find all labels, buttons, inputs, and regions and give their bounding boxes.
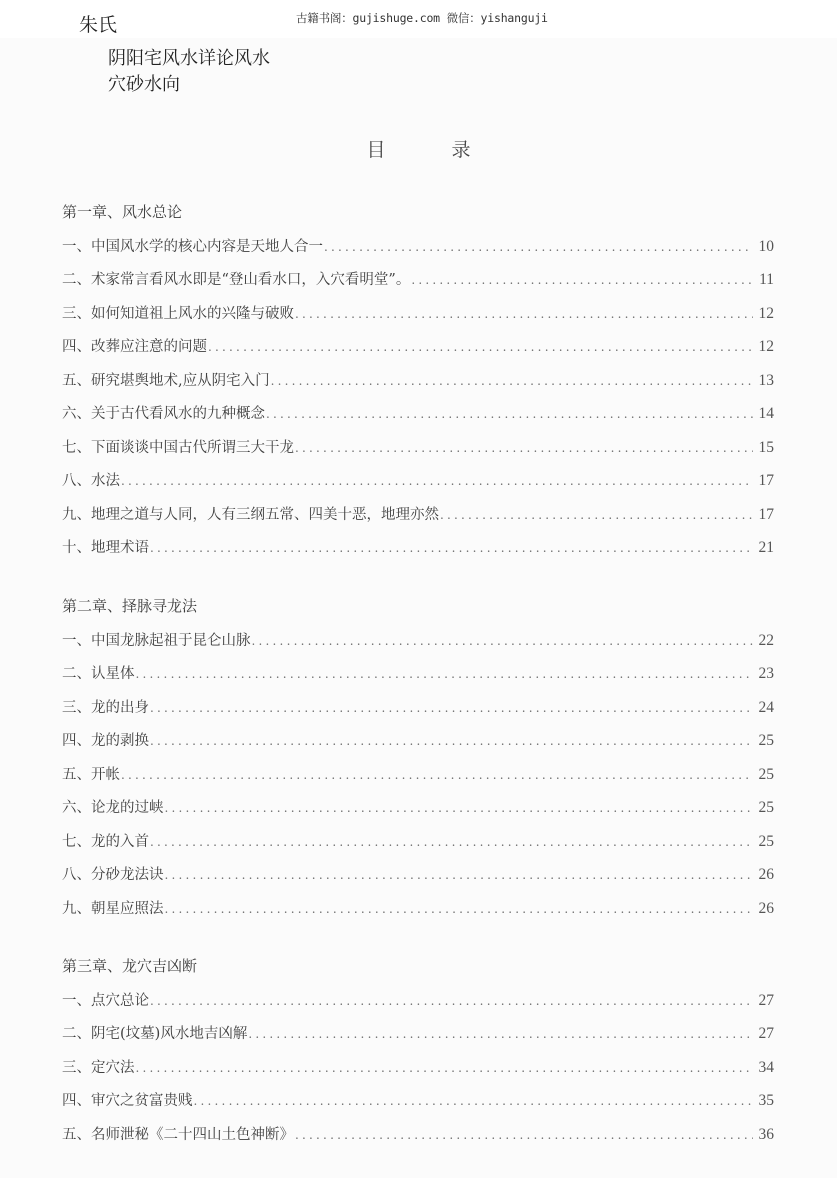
- entry-label: 七、龙的入首: [62, 833, 149, 850]
- page-number: 12: [758, 304, 774, 322]
- entry-label: 八、水法: [62, 473, 120, 489]
- page-number: 25: [758, 732, 774, 749]
- entry-label: 五、开帐: [62, 766, 120, 783]
- page-number: 36: [758, 1125, 774, 1143]
- entry-label: 一、中国风水学的核心内容是天地人合一: [62, 238, 323, 255]
- dot-leader: [121, 465, 753, 499]
- entry-label: 三、如何知道祖上风水的兴隆与破败: [62, 305, 294, 322]
- page-number: 21: [758, 539, 774, 556]
- dot-leader: [194, 1085, 754, 1119]
- entry-label: 一、点穴总论: [62, 992, 149, 1009]
- dot-leader: [121, 759, 753, 793]
- toc-entry[interactable]: [62, 1017, 774, 1051]
- watermark-text: 古籍书阁：gujishuge.com 微信：yishanguji: [296, 11, 548, 25]
- entry-label: 二、认星体: [62, 666, 135, 682]
- header-band: [0, 0, 837, 38]
- page-number: 11: [759, 271, 774, 288]
- page-number: 17: [758, 505, 774, 523]
- dot-leader: [150, 725, 753, 759]
- toc-entry[interactable]: [62, 498, 774, 532]
- dot-leader: [150, 532, 753, 566]
- chapter-heading: 第二章、择脉寻龙法: [62, 597, 198, 615]
- dot-leader: [295, 432, 753, 466]
- dot-leader: [150, 985, 753, 1019]
- dot-leader: [208, 331, 753, 365]
- page-number: 25: [758, 765, 774, 783]
- page-number: 34: [758, 1058, 774, 1076]
- page-number: 25: [758, 799, 774, 816]
- toc-entry[interactable]: [62, 431, 774, 465]
- entry-label: 九、朝星应照法: [62, 900, 164, 917]
- toc-title: 目录: [366, 139, 537, 161]
- entry-label: 五、研究堪舆地术,应从阴宅入门: [62, 372, 270, 389]
- page-number: 24: [758, 698, 774, 716]
- toc-entry[interactable]: [62, 791, 774, 825]
- toc-entry[interactable]: [62, 724, 774, 758]
- dot-leader: [165, 893, 754, 927]
- toc-entry[interactable]: [62, 624, 774, 658]
- dot-leader: [324, 231, 753, 265]
- dot-leader: [248, 1018, 753, 1052]
- toc-chapter-1: [62, 196, 774, 565]
- dot-leader: [266, 398, 753, 432]
- toc-entry[interactable]: [62, 825, 774, 859]
- entry-label: 一、中国龙脉起祖于昆仑山脉: [62, 632, 251, 649]
- dot-leader: [150, 826, 753, 860]
- toc-entry[interactable]: [62, 531, 774, 565]
- book-title: 阴阳宅风水详论风水穴砂水向: [108, 48, 270, 95]
- page-number: 13: [758, 371, 774, 389]
- entry-label: 四、审穴之贫富贵贱: [62, 1093, 193, 1109]
- page-number: 10: [758, 237, 774, 255]
- page-number: 17: [758, 472, 774, 489]
- author-label: 朱氏: [79, 14, 118, 36]
- toc-entry[interactable]: [62, 464, 774, 498]
- toc-entry[interactable]: [62, 758, 774, 792]
- toc-entry[interactable]: [62, 657, 774, 691]
- dot-leader: [165, 859, 754, 893]
- page-number: 35: [758, 1092, 774, 1109]
- entry-label: 四、龙的剥换: [62, 733, 149, 749]
- page-number: 15: [758, 438, 774, 456]
- toc-entry[interactable]: [62, 1118, 774, 1152]
- entry-label: 二、阴宅(坟墓)风水地吉凶解: [62, 1026, 248, 1042]
- toc-entry[interactable]: [62, 397, 774, 431]
- entry-label: 七、下面谈谈中国古代所谓三大干龙: [62, 439, 294, 456]
- page-number: 12: [758, 338, 774, 355]
- entry-label: 五、名师泄秘《二十四山土色神断》: [62, 1126, 294, 1143]
- dot-leader: [150, 692, 753, 726]
- toc-entry[interactable]: [62, 364, 774, 398]
- entry-label: 十、地理术语: [62, 540, 149, 556]
- toc-entry[interactable]: [62, 858, 774, 892]
- page-number: 26: [758, 899, 774, 917]
- dot-leader: [411, 264, 753, 298]
- entry-label: 六、论龙的过峡: [62, 800, 164, 816]
- page-number: 25: [758, 832, 774, 850]
- dot-leader: [295, 1119, 753, 1153]
- dot-leader: [136, 658, 754, 692]
- toc-chapter-3: [62, 950, 774, 1151]
- page-number: 27: [758, 991, 774, 1009]
- page-number: 23: [758, 665, 774, 682]
- toc-entry[interactable]: [62, 691, 774, 725]
- toc-entry[interactable]: [62, 230, 774, 264]
- entry-label: 八、分砂龙法诀: [62, 867, 164, 883]
- toc-entry[interactable]: [62, 297, 774, 331]
- page-number: 27: [758, 1025, 774, 1042]
- dot-leader: [271, 365, 753, 399]
- toc-entry[interactable]: [62, 330, 774, 364]
- toc-entry[interactable]: [62, 1051, 774, 1085]
- toc-entry[interactable]: [62, 1084, 774, 1118]
- dot-leader: [136, 1052, 754, 1086]
- toc-entry[interactable]: [62, 984, 774, 1018]
- dot-leader: [440, 499, 753, 533]
- page-number: 14: [758, 405, 774, 422]
- page-number: 22: [758, 631, 774, 649]
- toc-entry[interactable]: [62, 892, 774, 926]
- page-number: 26: [758, 866, 774, 883]
- entry-label: 九、地理之道与人同，人有三纲五常、四美十恶，地理亦然: [62, 506, 439, 523]
- toc-entry[interactable]: [62, 263, 774, 297]
- chapter-heading: 第三章、龙穴吉凶断: [62, 957, 198, 975]
- dot-leader: [295, 298, 753, 332]
- toc-chapter-2: [62, 590, 774, 925]
- entry-label: 三、定穴法: [62, 1059, 135, 1076]
- dot-leader: [165, 792, 754, 826]
- entry-label: 六、关于古代看风水的九种概念: [62, 406, 265, 422]
- entry-label: 四、改葬应注意的问题: [62, 339, 207, 355]
- entry-label: 三、龙的出身: [62, 699, 149, 716]
- entry-label: 二、术家常言看风水即是“登山看水口，入穴看明堂”。: [62, 272, 411, 288]
- chapter-heading: 第一章、风水总论: [62, 203, 183, 221]
- dot-leader: [252, 625, 754, 659]
